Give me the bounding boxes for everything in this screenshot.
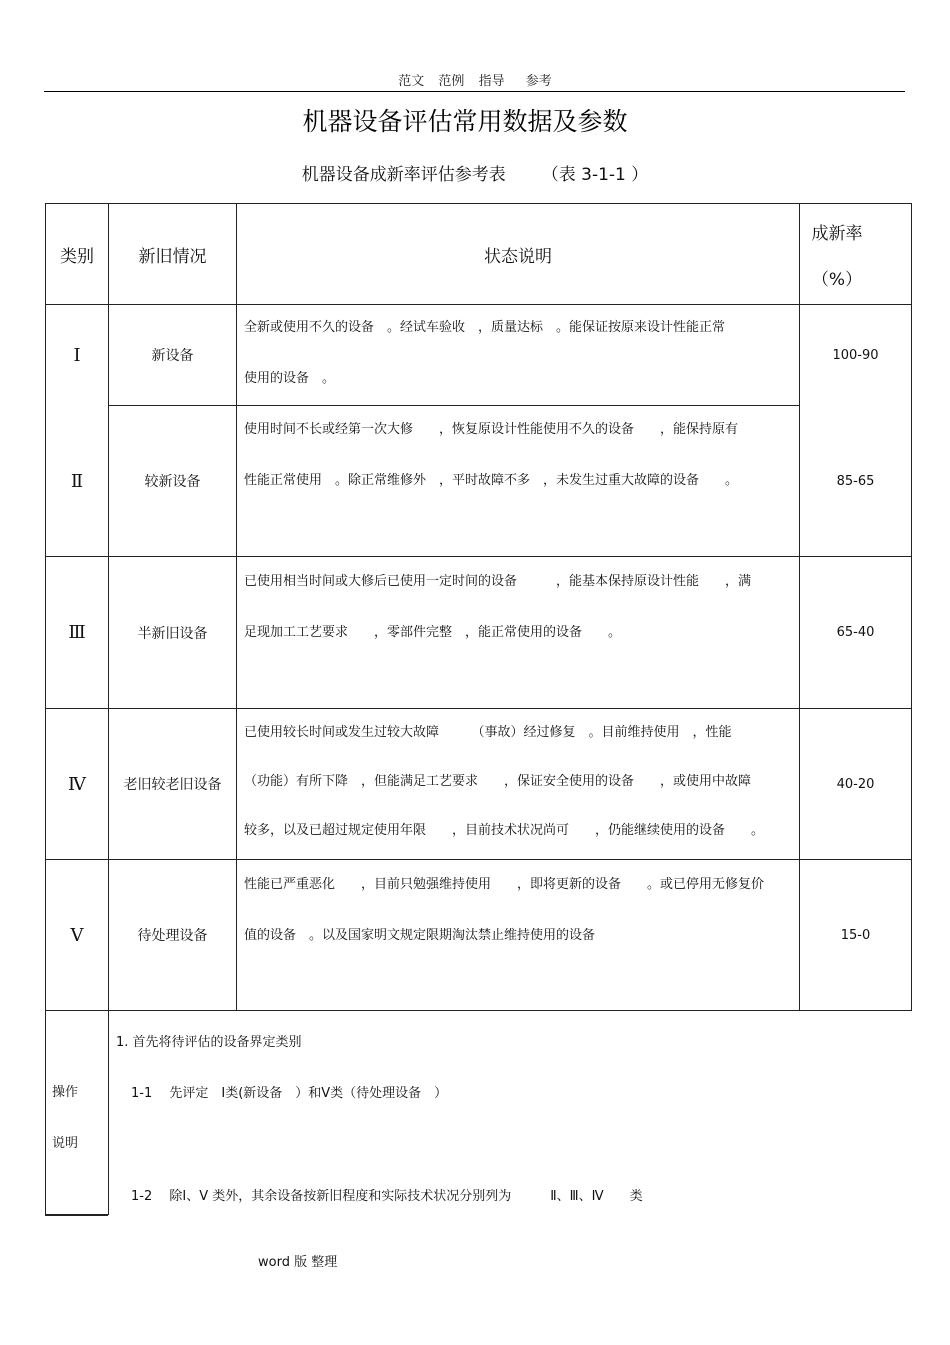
page-header xyxy=(0,70,950,89)
row-category-i: Ⅰ xyxy=(73,344,81,366)
table-border-bottom xyxy=(45,1214,108,1216)
row-condition-iv: 老旧较老旧设备 xyxy=(123,777,222,793)
page-footer: word 版 整理 xyxy=(258,1255,338,1270)
row-condition-v: 待处理设备 xyxy=(137,928,208,944)
table-caption xyxy=(0,160,950,185)
note-line: 1-1 先评定 Ⅰ类(新设备 ）和Ⅴ类（待处理设备 ） xyxy=(131,1086,448,1101)
row-category-iv: Ⅳ xyxy=(68,773,86,795)
row-category-iii: Ⅲ xyxy=(68,622,86,643)
description-line: 性能已严重恶化 ，目前只勉强维持使用 ，即将更新的设备 。或已停用无修复价 xyxy=(244,877,765,892)
description-line: 值的设备 。以及国家明文规定限期淘汰禁止维持使用的设备 xyxy=(244,928,596,943)
row-description-iv xyxy=(244,708,764,855)
description-line: 全新或使用不久的设备 。经试车验收 ，质量达标 。能保证按原来设计性能正常 xyxy=(244,320,726,335)
row-description-ii xyxy=(244,404,738,506)
header-item: 参考 xyxy=(525,74,552,89)
row-category-v: Ⅴ xyxy=(70,924,84,946)
description-line: 已使用较长时间或发生过较大故障 （事故）经过修复 。目前维持使用 ，性能 xyxy=(244,725,732,740)
description-line: 使用的设备 。 xyxy=(244,371,336,386)
row-rate-i: 100-90 xyxy=(832,347,879,363)
row-rate-iii: 65-40 xyxy=(836,625,875,640)
header-item: 范文 xyxy=(398,74,425,89)
row-rate-ii: 85-65 xyxy=(836,473,875,489)
header-item: 指导 xyxy=(478,74,505,89)
row-rate-v: 15-0 xyxy=(840,927,871,943)
header-condition: 新旧情况 xyxy=(138,246,207,267)
description-line: 已使用相当时间或大修后已使用一定时间的设备 ，能基本保持原设计性能 ，满 xyxy=(244,574,752,589)
header-description: 状态说明 xyxy=(484,246,552,267)
row-category-ii: Ⅱ xyxy=(70,470,84,492)
row-condition-i: 新设备 xyxy=(151,348,194,364)
description-line: 性能正常使用 。除正常维修外 ，平时故障不多 ，未发生过重大故障的设备 。 xyxy=(244,473,739,488)
header-rate xyxy=(800,204,874,304)
notes-side-label-1: 操作 xyxy=(52,1085,79,1100)
row-description-i xyxy=(244,302,725,404)
header-item: 范例 xyxy=(438,74,465,89)
description-line: 足现加工工艺要求 ，零部件完整 ，能正常使用的设备 。 xyxy=(244,625,622,640)
table-border-right xyxy=(911,203,912,1010)
note-line: 1-2 除Ⅰ、Ⅴ 类外，其余设备按新旧程度和实际技术状况分别列为 Ⅱ、Ⅲ、Ⅳ 类 xyxy=(131,1189,643,1204)
table-caption-text: 机器设备成新率评估参考表 xyxy=(301,165,506,185)
header-rate-unit: （%） xyxy=(811,269,863,290)
description-line: 使用时间不长或经第一次大修 ，恢复原设计性能使用不久的设备 ，能保持原有 xyxy=(244,422,739,437)
row-rate-iv: 40-20 xyxy=(836,776,875,792)
document-title: 机器设备评估常用数据及参数 xyxy=(302,107,628,136)
header-rate-label: 成新率 xyxy=(811,223,863,244)
row-condition-iii: 半新旧设备 xyxy=(137,625,208,642)
notes-side-label-2: 说明 xyxy=(52,1136,79,1151)
description-line: （功能）有所下降 ，但能满足工艺要求 ，保证安全使用的设备 ，或使用中故障 xyxy=(244,774,752,789)
header-category: 类别 xyxy=(60,246,94,267)
note-line: 1. 首先将待评估的设备界定类别 xyxy=(116,1035,302,1050)
table-number: （表 3-1-1 ） xyxy=(541,165,649,185)
header-divider xyxy=(44,91,905,92)
description-line: 较多，以及已超过规定使用年限 ，目前技术状况尚可 ，仍能继续使用的设备 。 xyxy=(244,823,765,838)
row-description-v xyxy=(244,859,764,961)
row-description-iii xyxy=(244,556,751,658)
table-col-rule xyxy=(236,203,237,1010)
row-condition-ii: 较新设备 xyxy=(144,474,201,490)
table-rule xyxy=(45,1010,912,1011)
